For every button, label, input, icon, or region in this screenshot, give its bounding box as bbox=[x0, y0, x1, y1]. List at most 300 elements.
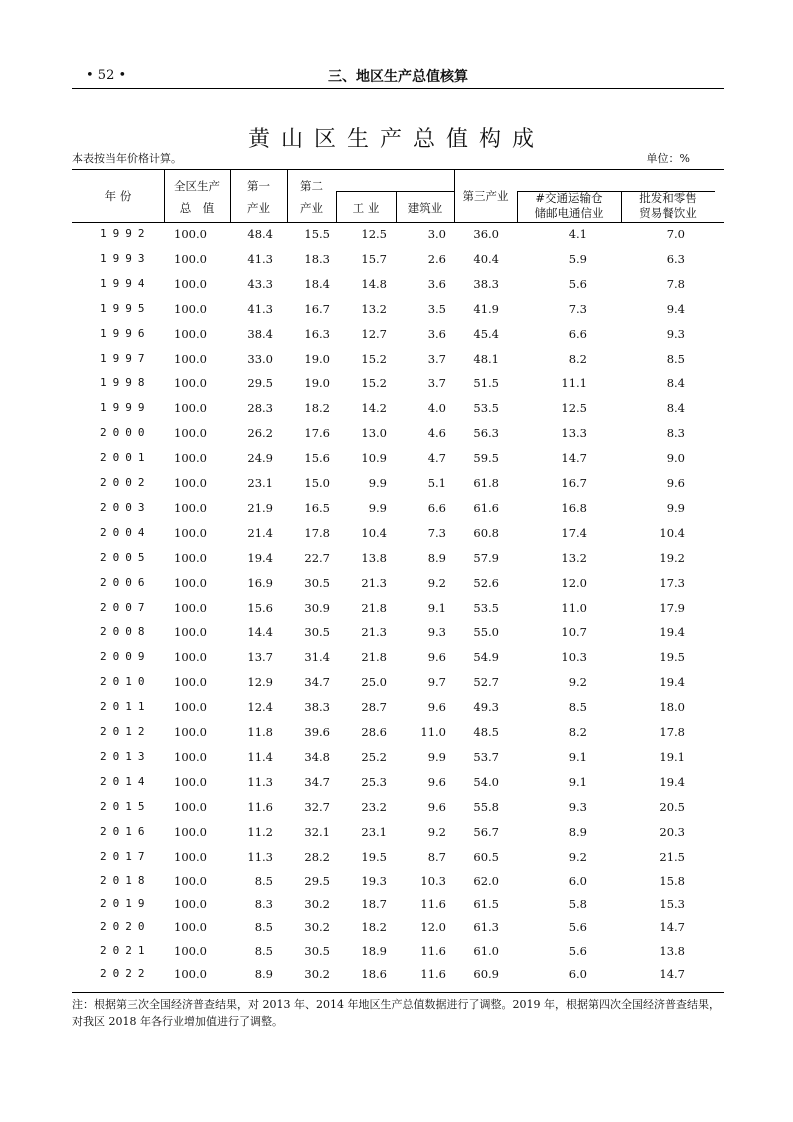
cell-construction: 11.0 bbox=[420, 725, 446, 739]
cell-year: 2004 bbox=[100, 525, 151, 539]
cell-transport: 10.3 bbox=[561, 650, 587, 665]
cell-primary: 28.3 bbox=[247, 401, 273, 416]
table-row bbox=[72, 916, 724, 940]
cell-primary: 11.8 bbox=[247, 725, 273, 739]
table-row bbox=[72, 522, 724, 546]
col-year: 年 份 bbox=[104, 189, 132, 203]
cell-industry: 15.2 bbox=[361, 351, 387, 366]
cell-primary: 41.3 bbox=[247, 251, 273, 266]
cell-construction: 9.6 bbox=[427, 700, 446, 715]
cell-industry: 25.2 bbox=[361, 749, 387, 764]
cell-year: 2015 bbox=[100, 799, 151, 813]
cell-construction: 9.3 bbox=[427, 625, 446, 640]
cell-industry: 21.8 bbox=[361, 600, 387, 615]
cell-primary: 29.5 bbox=[247, 376, 273, 391]
cell-secondary: 30.2 bbox=[304, 920, 330, 935]
cell-construction: 5.1 bbox=[427, 476, 446, 490]
cell-transport: 12.5 bbox=[561, 401, 587, 416]
cell-year: 2014 bbox=[100, 774, 151, 788]
cell-industry: 28.7 bbox=[361, 700, 387, 715]
cell-total: 100.0 bbox=[174, 301, 207, 316]
col-trade-l1: 批发和零售 bbox=[639, 191, 697, 205]
cell-trade: 14.7 bbox=[659, 920, 685, 935]
cell-industry: 28.6 bbox=[361, 725, 387, 739]
cell-transport: 14.7 bbox=[561, 451, 587, 466]
cell-total: 100.0 bbox=[174, 376, 207, 391]
cell-transport: 6.6 bbox=[568, 326, 587, 341]
table-row bbox=[72, 323, 724, 347]
cell-total: 100.0 bbox=[174, 326, 207, 341]
cell-tertiary: 38.3 bbox=[473, 276, 499, 291]
cell-primary: 16.9 bbox=[247, 575, 273, 590]
cell-tertiary: 40.4 bbox=[473, 251, 499, 266]
cell-primary: 21.9 bbox=[247, 500, 273, 515]
cell-total: 100.0 bbox=[174, 625, 207, 640]
cell-primary: 43.3 bbox=[247, 276, 273, 291]
cell-primary: 19.4 bbox=[247, 550, 273, 565]
cell-total: 100.0 bbox=[174, 967, 207, 982]
col-construction: 建筑业 bbox=[407, 201, 443, 215]
cell-year: 2017 bbox=[100, 849, 151, 863]
cell-construction: 11.6 bbox=[420, 967, 446, 982]
cell-secondary: 16.5 bbox=[304, 500, 330, 515]
cell-secondary: 30.2 bbox=[304, 967, 330, 982]
cell-trade: 8.4 bbox=[666, 376, 685, 391]
cell-secondary: 17.6 bbox=[304, 426, 330, 441]
cell-total: 100.0 bbox=[174, 575, 207, 590]
cell-industry: 18.2 bbox=[361, 920, 387, 935]
cell-trade: 9.3 bbox=[666, 326, 685, 341]
cell-construction: 4.7 bbox=[427, 451, 446, 466]
cell-secondary: 38.3 bbox=[304, 700, 330, 715]
table-row bbox=[72, 273, 724, 297]
cell-trade: 7.0 bbox=[666, 227, 685, 241]
cell-construction: 9.1 bbox=[427, 600, 446, 615]
cell-year: 2022 bbox=[100, 967, 151, 981]
cell-trade: 8.5 bbox=[666, 351, 685, 366]
cell-year: 1992 bbox=[100, 227, 151, 240]
cell-tertiary: 60.8 bbox=[473, 525, 499, 540]
cell-year: 2000 bbox=[100, 426, 151, 440]
cell-construction: 9.2 bbox=[427, 575, 446, 590]
page-header bbox=[72, 62, 724, 89]
table-top-rule bbox=[72, 169, 724, 170]
cell-construction: 9.6 bbox=[427, 650, 446, 665]
cell-industry: 14.2 bbox=[361, 401, 387, 416]
col-total-l2: 总 值 bbox=[179, 201, 215, 215]
cell-trade: 20.5 bbox=[659, 799, 685, 814]
cell-primary: 12.4 bbox=[247, 700, 273, 715]
cell-tertiary: 53.5 bbox=[473, 600, 499, 615]
cell-trade: 19.2 bbox=[659, 550, 685, 565]
cell-tertiary: 49.3 bbox=[473, 700, 499, 715]
cell-trade: 17.8 bbox=[659, 725, 685, 739]
table-row bbox=[72, 646, 724, 670]
cell-tertiary: 62.0 bbox=[473, 874, 499, 889]
cell-year: 2005 bbox=[100, 550, 151, 564]
cell-construction: 9.9 bbox=[427, 749, 446, 764]
table-row bbox=[72, 248, 724, 272]
cell-primary: 8.3 bbox=[254, 896, 273, 911]
table-row bbox=[72, 671, 724, 695]
cell-primary: 41.3 bbox=[247, 301, 273, 316]
cell-construction: 8.9 bbox=[427, 550, 446, 565]
cell-industry: 18.6 bbox=[361, 967, 387, 982]
header-hline bbox=[336, 191, 454, 192]
cell-transport: 9.1 bbox=[568, 774, 587, 789]
cell-year: 1995 bbox=[100, 301, 151, 315]
cell-construction: 3.6 bbox=[427, 276, 446, 291]
table-row bbox=[72, 870, 724, 894]
cell-year: 1999 bbox=[100, 401, 151, 415]
cell-transport: 9.2 bbox=[568, 675, 587, 690]
cell-total: 100.0 bbox=[174, 896, 207, 911]
cell-secondary: 18.3 bbox=[304, 251, 330, 266]
cell-industry: 10.9 bbox=[361, 451, 387, 466]
cell-total: 100.0 bbox=[174, 650, 207, 665]
table-row bbox=[72, 472, 724, 496]
cell-industry: 12.5 bbox=[361, 227, 387, 241]
cell-construction: 6.6 bbox=[427, 500, 446, 515]
cell-tertiary: 61.6 bbox=[473, 500, 499, 515]
cell-total: 100.0 bbox=[174, 799, 207, 814]
cell-total: 100.0 bbox=[174, 401, 207, 416]
cell-construction: 3.7 bbox=[427, 376, 446, 391]
cell-industry: 13.8 bbox=[361, 550, 387, 565]
table-row bbox=[72, 372, 724, 396]
cell-year: 2003 bbox=[100, 500, 151, 514]
cell-trade: 18.0 bbox=[659, 700, 685, 715]
cell-tertiary: 48.5 bbox=[473, 725, 499, 739]
cell-trade: 17.3 bbox=[659, 575, 685, 590]
cell-year: 2008 bbox=[100, 625, 151, 639]
cell-secondary: 30.5 bbox=[304, 943, 330, 958]
cell-tertiary: 54.0 bbox=[473, 774, 499, 789]
col-transport-l2: 储邮电通信业 bbox=[534, 206, 604, 220]
cell-transport: 13.3 bbox=[561, 426, 587, 441]
cell-total: 100.0 bbox=[174, 874, 207, 889]
table-row bbox=[72, 696, 724, 720]
table-row bbox=[72, 223, 724, 247]
cell-construction: 3.5 bbox=[427, 301, 446, 316]
cell-industry: 19.5 bbox=[361, 849, 387, 864]
cell-transport: 9.2 bbox=[568, 849, 587, 864]
cell-tertiary: 56.3 bbox=[473, 426, 499, 441]
page-number: • 52 • bbox=[86, 68, 127, 83]
cell-trade: 19.1 bbox=[659, 749, 685, 764]
cell-secondary: 30.9 bbox=[304, 600, 330, 615]
cell-year: 1997 bbox=[100, 351, 151, 365]
cell-transport: 8.9 bbox=[568, 824, 587, 839]
table-row bbox=[72, 597, 724, 621]
cell-tertiary: 61.8 bbox=[473, 476, 499, 490]
cell-trade: 14.7 bbox=[659, 967, 685, 982]
cell-total: 100.0 bbox=[174, 276, 207, 291]
cell-construction: 4.0 bbox=[427, 401, 446, 416]
cell-year: 2012 bbox=[100, 725, 151, 738]
cell-secondary: 19.0 bbox=[304, 376, 330, 391]
cell-transport: 10.7 bbox=[561, 625, 587, 640]
table-row bbox=[72, 893, 724, 917]
cell-total: 100.0 bbox=[174, 451, 207, 466]
cell-transport: 11.1 bbox=[561, 376, 587, 391]
cell-total: 100.0 bbox=[174, 749, 207, 764]
cell-total: 100.0 bbox=[174, 351, 207, 366]
cell-transport: 8.2 bbox=[568, 725, 587, 739]
cell-construction: 8.7 bbox=[427, 849, 446, 864]
cell-industry: 25.3 bbox=[361, 774, 387, 789]
col-primary-l2: 产业 bbox=[247, 201, 270, 215]
cell-secondary: 15.5 bbox=[304, 227, 330, 241]
table-title: 黄山区生产总值构成 bbox=[247, 127, 545, 152]
cell-construction: 11.6 bbox=[420, 896, 446, 911]
cell-construction: 9.6 bbox=[427, 799, 446, 814]
cell-year: 2009 bbox=[100, 650, 151, 664]
cell-primary: 11.4 bbox=[247, 749, 273, 764]
cell-secondary: 30.2 bbox=[304, 896, 330, 911]
cell-year: 2021 bbox=[100, 943, 151, 957]
table-subline bbox=[72, 150, 724, 168]
cell-primary: 15.6 bbox=[247, 600, 273, 615]
cell-primary: 11.6 bbox=[247, 799, 273, 814]
cell-primary: 8.9 bbox=[254, 967, 273, 982]
cell-transport: 5.9 bbox=[568, 251, 587, 266]
cell-tertiary: 60.5 bbox=[473, 849, 499, 864]
col-industry: 工 业 bbox=[352, 201, 380, 215]
cell-tertiary: 61.0 bbox=[473, 943, 499, 958]
cell-industry: 19.3 bbox=[361, 874, 387, 889]
cell-construction: 2.6 bbox=[427, 251, 446, 266]
col-transport-l1: #交通运输仓 bbox=[535, 191, 603, 205]
cell-trade: 17.9 bbox=[659, 600, 685, 615]
cell-tertiary: 41.9 bbox=[473, 301, 499, 316]
cell-year: 2002 bbox=[100, 476, 151, 489]
cell-industry: 18.9 bbox=[361, 943, 387, 958]
cell-industry: 25.0 bbox=[361, 675, 387, 690]
cell-construction: 4.6 bbox=[427, 426, 446, 441]
cell-transport: 9.3 bbox=[568, 799, 587, 814]
cell-year: 1996 bbox=[100, 326, 151, 340]
table-row bbox=[72, 447, 724, 471]
cell-trade: 9.0 bbox=[666, 451, 685, 466]
cell-secondary: 34.7 bbox=[304, 774, 330, 789]
cell-transport: 16.7 bbox=[561, 476, 587, 490]
table-row bbox=[72, 348, 724, 372]
cell-total: 100.0 bbox=[174, 476, 207, 490]
cell-primary: 11.3 bbox=[247, 849, 273, 864]
cell-primary: 13.7 bbox=[247, 650, 273, 665]
col-total-l1: 全区生产 bbox=[174, 179, 220, 193]
table-row bbox=[72, 621, 724, 645]
cell-secondary: 32.1 bbox=[304, 824, 330, 839]
table-row bbox=[72, 572, 724, 596]
cell-total: 100.0 bbox=[174, 550, 207, 565]
cell-tertiary: 54.9 bbox=[473, 650, 499, 665]
cell-industry: 10.4 bbox=[361, 525, 387, 540]
cell-transport: 5.6 bbox=[568, 276, 587, 291]
cell-industry: 15.7 bbox=[361, 251, 387, 266]
cell-secondary: 18.4 bbox=[304, 276, 330, 291]
cell-industry: 13.0 bbox=[361, 426, 387, 441]
cell-primary: 8.5 bbox=[254, 874, 273, 889]
cell-tertiary: 56.7 bbox=[473, 824, 499, 839]
cell-primary: 24.9 bbox=[247, 451, 273, 466]
cell-primary: 11.3 bbox=[247, 774, 273, 789]
cell-industry: 15.2 bbox=[361, 376, 387, 391]
cell-primary: 33.0 bbox=[247, 351, 273, 366]
cell-transport: 12.0 bbox=[561, 575, 587, 590]
cell-transport: 11.0 bbox=[561, 600, 587, 615]
cell-primary: 8.5 bbox=[254, 943, 273, 958]
cell-total: 100.0 bbox=[174, 525, 207, 540]
cell-tertiary: 48.1 bbox=[473, 351, 499, 366]
cell-year: 2011 bbox=[100, 700, 151, 714]
col-secondary-l1: 第二 bbox=[300, 179, 323, 193]
cell-tertiary: 59.5 bbox=[473, 451, 499, 466]
cell-year: 2006 bbox=[100, 575, 151, 589]
cell-trade: 13.8 bbox=[659, 943, 685, 958]
table-row bbox=[72, 771, 724, 795]
cell-industry: 18.7 bbox=[361, 896, 387, 911]
cell-trade: 9.4 bbox=[666, 301, 685, 316]
table-row bbox=[72, 397, 724, 421]
table-bottom-rule bbox=[72, 992, 724, 993]
table-row bbox=[72, 963, 724, 987]
cell-primary: 14.4 bbox=[247, 625, 273, 640]
cell-secondary: 31.4 bbox=[304, 650, 330, 665]
price-note: 本表按当年价格计算。 bbox=[72, 152, 182, 165]
table-row bbox=[72, 846, 724, 870]
cell-total: 100.0 bbox=[174, 227, 207, 241]
cell-year: 2007 bbox=[100, 600, 151, 614]
cell-construction: 9.6 bbox=[427, 774, 446, 789]
cell-industry: 21.8 bbox=[361, 650, 387, 665]
table-row bbox=[72, 940, 724, 964]
cell-industry: 21.3 bbox=[361, 575, 387, 590]
cell-industry: 23.2 bbox=[361, 799, 387, 814]
cell-transport: 7.3 bbox=[568, 301, 587, 316]
cell-trade: 20.3 bbox=[659, 824, 685, 839]
cell-industry: 23.1 bbox=[361, 824, 387, 839]
cell-trade: 19.5 bbox=[659, 650, 685, 665]
cell-secondary: 34.8 bbox=[304, 749, 330, 764]
cell-primary: 21.4 bbox=[247, 525, 273, 540]
cell-total: 100.0 bbox=[174, 251, 207, 266]
cell-industry: 9.9 bbox=[368, 476, 387, 490]
cell-total: 100.0 bbox=[174, 943, 207, 958]
cell-trade: 21.5 bbox=[659, 849, 685, 864]
cell-trade: 10.4 bbox=[659, 525, 685, 540]
cell-trade: 15.8 bbox=[659, 874, 685, 889]
cell-trade: 7.8 bbox=[666, 276, 685, 291]
cell-year: 1993 bbox=[100, 251, 151, 265]
cell-secondary: 34.7 bbox=[304, 675, 330, 690]
cell-total: 100.0 bbox=[174, 920, 207, 935]
cell-construction: 3.6 bbox=[427, 326, 446, 341]
cell-construction: 10.3 bbox=[420, 874, 446, 889]
cell-secondary: 29.5 bbox=[304, 874, 330, 889]
cell-year: 2013 bbox=[100, 749, 151, 763]
cell-industry: 12.7 bbox=[361, 326, 387, 341]
table-row bbox=[72, 746, 724, 770]
col-primary-l1: 第一 bbox=[247, 179, 270, 193]
cell-tertiary: 55.8 bbox=[473, 799, 499, 814]
cell-transport: 5.6 bbox=[568, 943, 587, 958]
cell-trade: 19.4 bbox=[659, 774, 685, 789]
unit-label: 单位：% bbox=[646, 152, 690, 165]
cell-tertiary: 52.7 bbox=[473, 675, 499, 690]
cell-transport: 16.8 bbox=[561, 500, 587, 515]
cell-secondary: 30.5 bbox=[304, 625, 330, 640]
cell-tertiary: 55.0 bbox=[473, 625, 499, 640]
cell-primary: 38.4 bbox=[247, 326, 273, 341]
cell-year: 2018 bbox=[100, 874, 151, 888]
table-row bbox=[72, 422, 724, 446]
cell-construction: 7.3 bbox=[427, 525, 446, 540]
cell-trade: 8.4 bbox=[666, 401, 685, 416]
cell-industry: 13.2 bbox=[361, 301, 387, 316]
cell-year: 2016 bbox=[100, 824, 151, 838]
col-tertiary: 第三产业 bbox=[462, 189, 509, 203]
cell-total: 100.0 bbox=[174, 426, 207, 441]
cell-secondary: 18.2 bbox=[304, 401, 330, 416]
cell-construction: 11.6 bbox=[420, 943, 446, 958]
cell-primary: 26.2 bbox=[247, 426, 273, 441]
table-row bbox=[72, 796, 724, 820]
cell-primary: 48.4 bbox=[247, 227, 273, 241]
cell-construction: 12.0 bbox=[420, 920, 446, 935]
table-row bbox=[72, 721, 724, 745]
cell-trade: 6.3 bbox=[666, 251, 685, 266]
cell-trade: 15.3 bbox=[659, 896, 685, 911]
cell-secondary: 39.6 bbox=[304, 725, 330, 739]
table-row bbox=[72, 821, 724, 845]
cell-total: 100.0 bbox=[174, 849, 207, 864]
cell-total: 100.0 bbox=[174, 600, 207, 615]
cell-year: 2019 bbox=[100, 896, 151, 910]
cell-construction: 9.2 bbox=[427, 824, 446, 839]
cell-primary: 12.9 bbox=[247, 675, 273, 690]
cell-transport: 6.0 bbox=[568, 874, 587, 889]
cell-trade: 8.3 bbox=[666, 426, 685, 441]
cell-industry: 14.8 bbox=[361, 276, 387, 291]
cell-tertiary: 45.4 bbox=[473, 326, 499, 341]
cell-total: 100.0 bbox=[174, 824, 207, 839]
cell-tertiary: 61.5 bbox=[473, 896, 499, 911]
cell-total: 100.0 bbox=[174, 500, 207, 515]
table-row bbox=[72, 497, 724, 521]
cell-secondary: 15.6 bbox=[304, 451, 330, 466]
cell-total: 100.0 bbox=[174, 700, 207, 715]
cell-tertiary: 52.6 bbox=[473, 575, 499, 590]
cell-trade: 19.4 bbox=[659, 625, 685, 640]
cell-tertiary: 57.9 bbox=[473, 550, 499, 565]
cell-transport: 17.4 bbox=[561, 525, 587, 540]
cell-trade: 19.4 bbox=[659, 675, 685, 690]
cell-tertiary: 51.5 bbox=[473, 376, 499, 391]
table-row bbox=[72, 547, 724, 571]
cell-tertiary: 60.9 bbox=[473, 967, 499, 982]
footnote: 注：根据第三次全国经济普查结果，对 2013 年、2014 年地区生产总值数据进行了调整。2019 年，根据第四次全国经济普查结果，对我区 2018 年各行业增加值进行了调整。 bbox=[72, 998, 720, 1028]
cell-trade: 9.9 bbox=[666, 500, 685, 515]
cell-secondary: 32.7 bbox=[304, 799, 330, 814]
cell-year: 1994 bbox=[100, 276, 151, 290]
cell-tertiary: 61.3 bbox=[473, 920, 499, 935]
cell-construction: 3.7 bbox=[427, 351, 446, 366]
cell-tertiary: 53.7 bbox=[473, 749, 499, 764]
cell-primary: 11.2 bbox=[247, 824, 273, 839]
section-title: 三、地区生产总值核算 bbox=[328, 69, 468, 85]
